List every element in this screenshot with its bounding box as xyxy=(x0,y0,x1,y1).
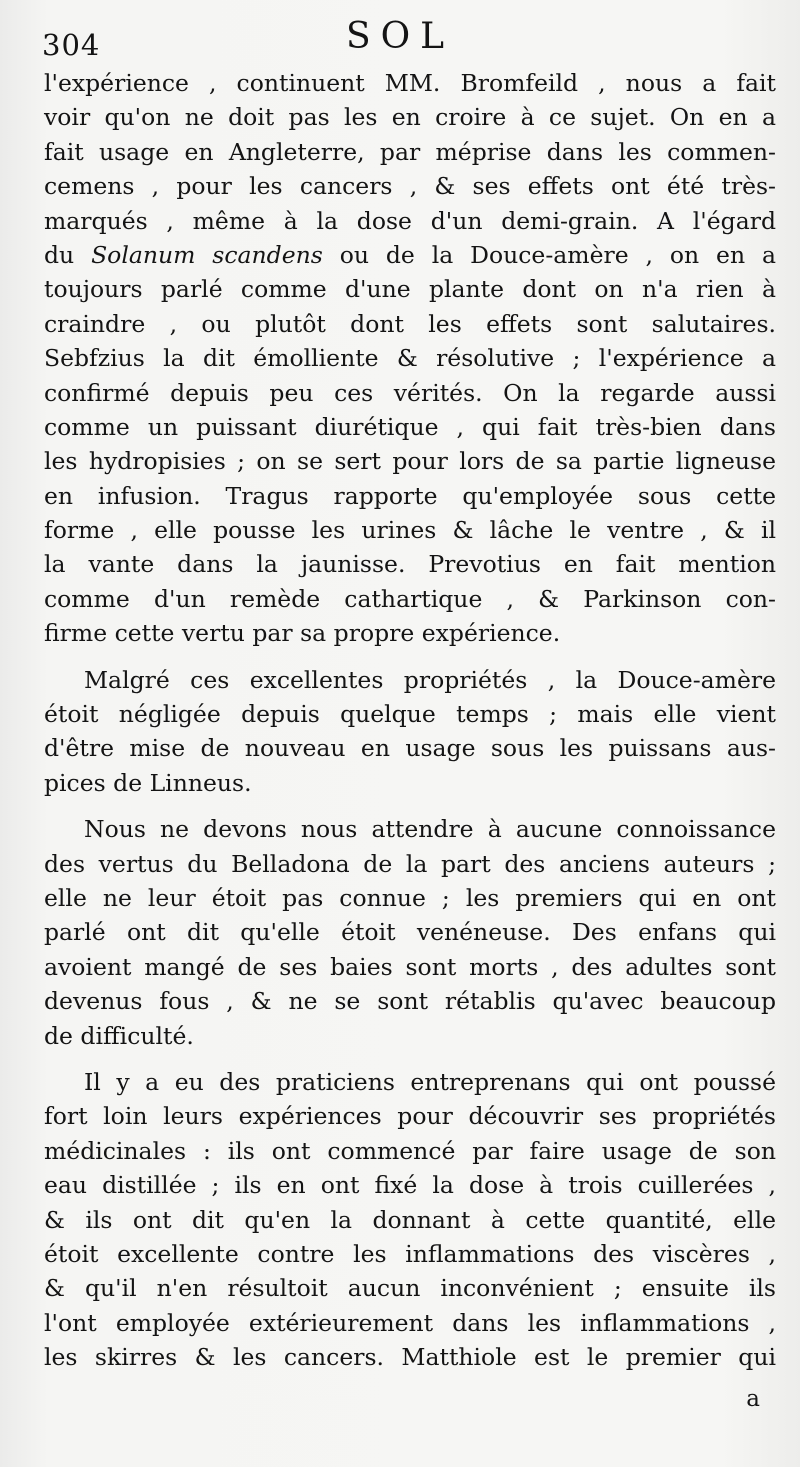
running-head: SOL xyxy=(346,16,455,57)
text-segment: confirmé depuis peu ces vérités. On la regarde aussi xyxy=(44,378,776,407)
italic-term: Solanum scandens xyxy=(91,240,323,269)
text-line xyxy=(44,169,776,203)
text-segment: la vante dans la jaunisse. Prevotius en fait mention xyxy=(44,550,776,579)
text-segment: avoient mangé de ses baies sont morts , des adultes sont xyxy=(44,952,776,981)
text-line xyxy=(44,66,776,100)
text-segment: médicinales : ils ont commencé par faire usage de son xyxy=(44,1136,776,1165)
text-line xyxy=(44,1306,776,1340)
text-segment: les skirres & les cancers. Matthiole est le premier qui xyxy=(44,1343,776,1372)
catchword: a xyxy=(746,1386,760,1412)
text-segment: du xyxy=(44,240,92,269)
text-segment: de difficulté. xyxy=(44,1021,194,1050)
text-line xyxy=(44,1203,776,1237)
text-line xyxy=(44,513,776,547)
text-line xyxy=(44,697,776,731)
text-segment: ou de la Douce-amère , on en a xyxy=(322,240,776,269)
text-line xyxy=(44,238,776,272)
text-line xyxy=(44,1340,776,1374)
text-segment: cemens , pour les cancers , & ses effets ont été très- xyxy=(44,172,776,201)
text-segment: fort loin leurs expériences pour découvrir ses propriétés xyxy=(44,1102,776,1131)
text-line xyxy=(44,1099,776,1133)
text-line xyxy=(44,616,776,650)
text-segment: les hydropisies ; on se sert pour lors de sa partie ligneuse xyxy=(44,447,776,476)
text-line xyxy=(44,1271,776,1305)
text-segment: & qu'il n'en résultoit aucun inconvénient ; ensuite ils xyxy=(44,1274,776,1303)
text-segment: forme , elle pousse les urines & lâche le ventre , & il xyxy=(44,516,776,545)
text-line xyxy=(44,1065,776,1099)
text-segment: elle ne leur étoit pas connue ; les premiers qui en ont xyxy=(44,883,776,912)
page-number: 304 xyxy=(42,28,101,62)
text-segment: devenus fous , & ne se sont rétablis qu'avec beaucoup xyxy=(44,987,776,1016)
text-line xyxy=(44,663,776,697)
text-segment: Il y a eu des praticiens entreprenans qui ont poussé xyxy=(84,1067,776,1096)
text-segment: toujours parlé comme d'une plante dont on n'a rien à xyxy=(44,275,776,304)
text-segment: Sebfzius la dit émolliente & résolutive ; l'expérience a xyxy=(44,344,776,373)
text-line xyxy=(44,731,776,765)
paragraph-gap xyxy=(44,800,776,812)
text-segment: comme d'un remède cathartique , & Parkinson con- xyxy=(44,584,776,613)
text-line xyxy=(44,272,776,306)
body-text xyxy=(44,66,776,1374)
text-line xyxy=(44,307,776,341)
text-segment: voir qu'on ne doit pas les en croire à ce sujet. On en a xyxy=(44,103,776,132)
text-segment: parlé ont dit qu'elle étoit venéneuse. Des enfans qui xyxy=(44,918,776,947)
text-segment: étoit excellente contre les inflammations des viscères , xyxy=(44,1239,776,1268)
text-line xyxy=(44,547,776,581)
text-segment: l'ont employée extérieurement dans les inflammations , xyxy=(44,1308,776,1337)
text-line xyxy=(44,915,776,949)
text-line xyxy=(44,984,776,1018)
text-line xyxy=(44,444,776,478)
text-line xyxy=(44,1134,776,1168)
text-segment: pices de Linneus. xyxy=(44,768,252,797)
text-line xyxy=(44,1237,776,1271)
paragraph-gap xyxy=(44,651,776,663)
text-line xyxy=(44,1168,776,1202)
text-line xyxy=(44,135,776,169)
text-segment: Malgré ces excellentes propriétés , la Douce-amère xyxy=(84,665,776,694)
text-segment: Nous ne devons nous attendre à aucune connoissance xyxy=(84,815,776,844)
paragraph-gap xyxy=(44,1053,776,1065)
text-segment: fait usage en Angleterre, par méprise dans les commen- xyxy=(44,137,776,166)
text-line xyxy=(44,766,776,800)
page-header xyxy=(40,14,780,64)
text-line xyxy=(44,410,776,444)
text-line xyxy=(44,1019,776,1053)
text-line xyxy=(44,100,776,134)
text-segment: craindre , ou plutôt dont les effets sont salutaires. xyxy=(44,309,776,338)
text-line xyxy=(44,341,776,375)
text-line xyxy=(44,204,776,238)
text-line xyxy=(44,582,776,616)
text-segment: l'expérience , continuent MM. Bromfeild , nous a fait xyxy=(44,69,776,97)
text-line xyxy=(44,376,776,410)
text-segment: étoit négligée depuis quelque temps ; mais elle vient xyxy=(44,700,776,729)
text-segment: firme cette vertu par sa propre expérience. xyxy=(44,619,561,648)
text-line xyxy=(44,847,776,881)
text-line xyxy=(44,881,776,915)
text-segment: en infusion. Tragus rapporte qu'employée sous cette xyxy=(44,481,776,510)
text-line xyxy=(44,812,776,846)
text-segment: & ils ont dit qu'en la donnant à cette quantité, elle xyxy=(44,1205,776,1234)
text-segment: comme un puissant diurétique , qui fait très-bien dans xyxy=(44,412,776,441)
text-segment: eau distillée ; ils en ont fixé la dose à trois cuillerées , xyxy=(44,1171,776,1200)
text-segment: marqués , même à la dose d'un demi-grain. A l'égard xyxy=(44,206,776,235)
text-segment: d'être mise de nouveau en usage sous les puissans aus- xyxy=(44,734,776,763)
text-segment: des vertus du Belladona de la part des anciens auteurs ; xyxy=(44,849,776,878)
text-line xyxy=(44,950,776,984)
text-line xyxy=(44,479,776,513)
